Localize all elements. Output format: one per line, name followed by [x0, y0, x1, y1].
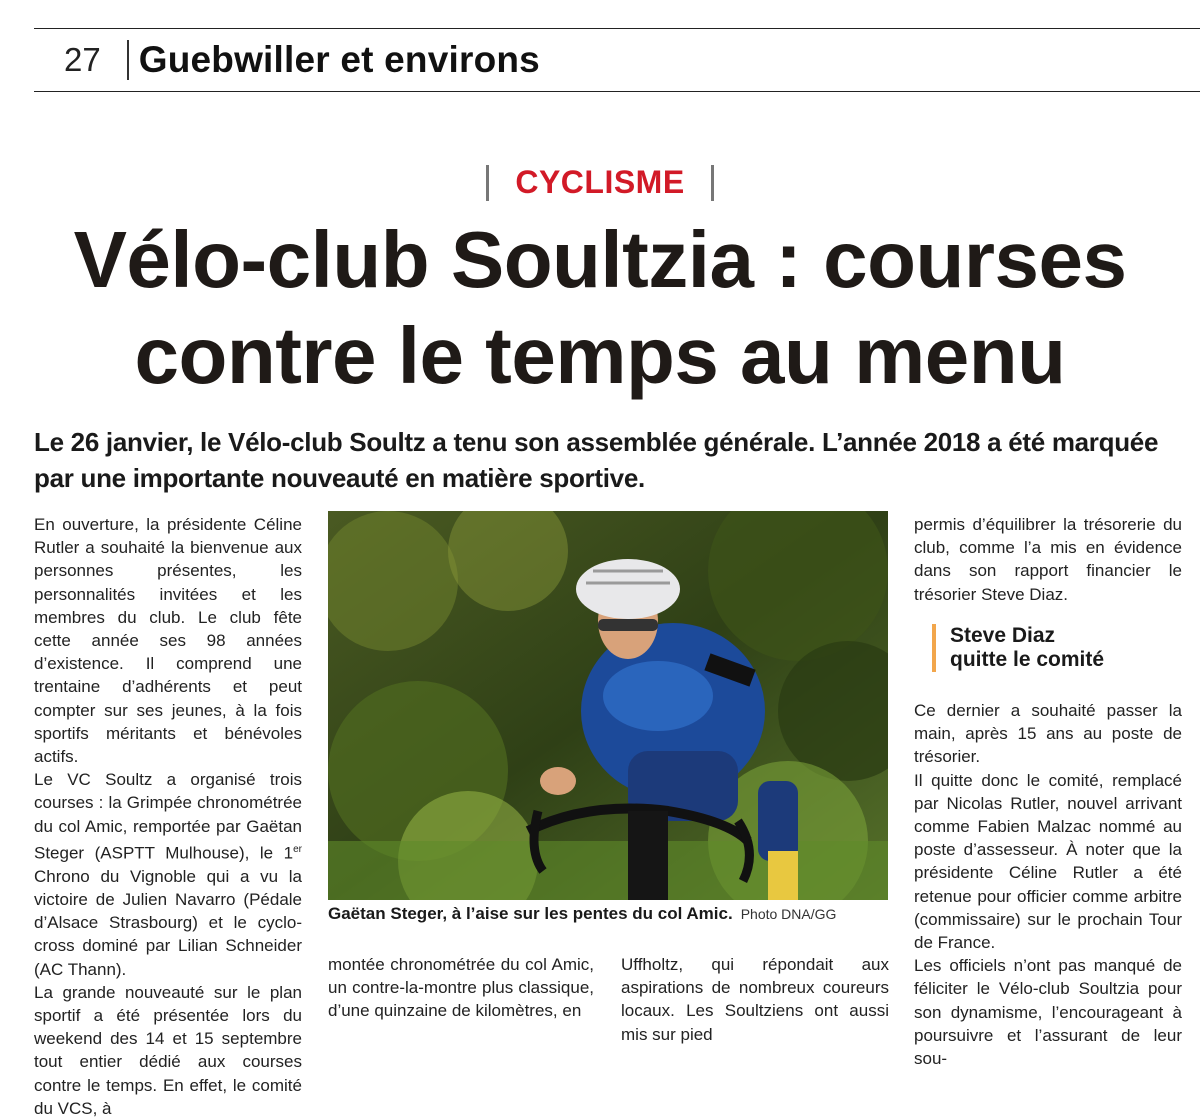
section-title: Guebwiller et environs — [138, 39, 540, 80]
photo-credit: Photo DNA/GG — [740, 906, 837, 922]
paragraph-2-text-b: Chrono du Vignoble qui a vu la victoire de Julien Navarro (Pédale d’Alsace Strasbourg) et le cyclo-cross dominé par Lilian Schneider (AC Thann). — [34, 866, 302, 979]
column-3-paragraph: Uffholtz, qui répondait aux aspirations de nombreux coureurs locaux. Les Soultziens ont aussi mis sur pied — [621, 955, 889, 1044]
rubric-bar-left — [486, 165, 489, 201]
column-1-paragraph-2 — [34, 768, 302, 980]
article-column-3 — [621, 953, 889, 1046]
rubric-label: CYCLISME — [515, 164, 685, 201]
article-lead — [34, 424, 1194, 496]
paragraph-2-text-a: Le VC Soultz a organisé trois courses : la Grimpée chronométrée du col Amic, remportée par Gaëtan Steger (ASPTT Mulhouse), le 1 — [34, 770, 302, 863]
lead-line-2: par une importante nouveauté en matière sportive. — [34, 463, 645, 493]
header-separator — [127, 40, 129, 80]
column-1-paragraph-3: La grande nouveauté sur le plan sportif a été présentée lors du weekend des 14 et 15 septembre tout entier dédié aux courses contre le temps. En effet, le comité du VCS, à — [34, 982, 302, 1118]
intertitle-line-1: Steve Diaz — [950, 624, 1056, 647]
article-headline — [0, 212, 1200, 404]
lead-line-1: Le 26 janvier, le Vélo-club Soultz a tenu son assemblée générale. L’année 2018 a été marquée — [34, 427, 1159, 457]
article-column-4-bottom — [914, 699, 1182, 1070]
headline-line-2: contre le temps au menu — [134, 311, 1066, 400]
caption-text: Gaëtan Steger, à l’aise sur les pentes du col Amic. — [328, 904, 733, 923]
page-header — [34, 28, 1200, 92]
rubric-bar-right — [711, 165, 714, 201]
article-column-2 — [328, 953, 594, 1023]
article-column-1 — [34, 513, 302, 1120]
intertitle — [932, 624, 1200, 672]
ordinal-superscript: er — [293, 843, 302, 855]
photo-caption — [328, 904, 908, 924]
article-rubric — [0, 162, 1200, 201]
article-column-4-top — [914, 513, 1182, 606]
column-2-paragraph: montée chronométrée du col Amic, un contre-la-montre plus classique, d’une quinzaine de kilomètres, en — [328, 955, 594, 1021]
headline-line-1: Vélo-club Soultzia : courses — [73, 215, 1127, 304]
column-1-paragraph-1: En ouverture, la présidente Céline Rutler a souhaité la bienvenue aux personnes présentes, les personnalités invitées et les membres du club. Le club fête cette année ses 98 années d’existence. Il comprend une trentaine d’adhérents et peut compter sur ses jeunes, à la fois sportifs méritants et bénévoles actifs. — [34, 515, 302, 767]
intertitle-line-2: quitte le comité — [950, 648, 1105, 671]
article-photo-cyclist — [328, 511, 888, 900]
column-4-paragraph-3: Il quitte donc le comité, remplacé par Nicolas Rutler, nouvel arrivant comme Fabien Malzac nommé au poste d’assesseur. À noter que la présidente Céline Rutler a été retenue pour officier comme arbitre (commissaire) sur le prochain Tour de France. — [914, 770, 1182, 953]
photo-illustration — [328, 511, 888, 900]
column-4-paragraph-2: Ce dernier a souhaité passer la main, après 15 ans au poste de trésorier. — [914, 701, 1182, 767]
page-number: 27 — [64, 41, 101, 78]
column-4-paragraph-4: Les officiels n’ont pas manqué de féliciter le Vélo-club Soultzia pour son dynamisme, l’encourageant à poursuivre et l’assurant de leur sou- — [914, 956, 1182, 1069]
column-4-paragraph-1: permis d’équilibrer la trésorerie du club, comme l’a mis en évidence dans son rapport financier le trésorier Steve Diaz. — [914, 515, 1182, 604]
